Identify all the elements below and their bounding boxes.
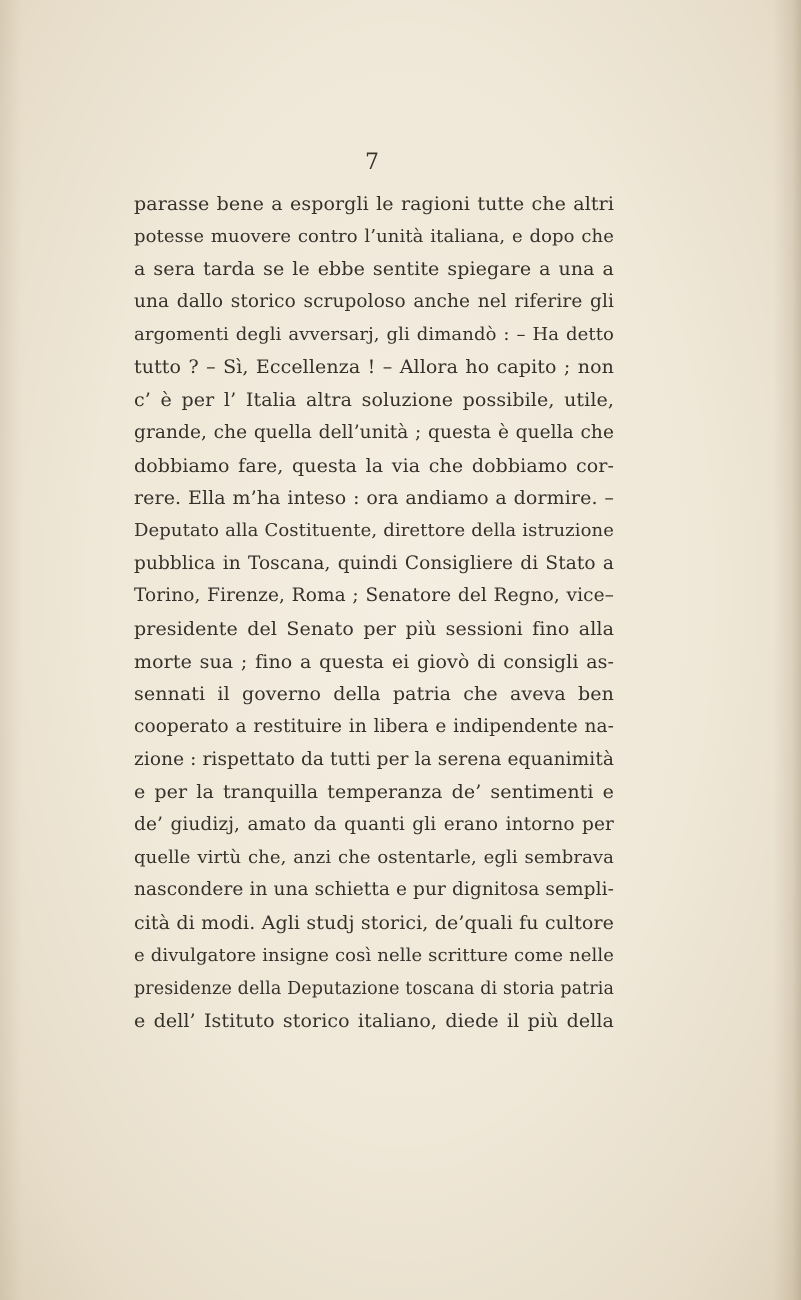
body-text xyxy=(134,188,614,1038)
text-line: e divulgatore insigne così nelle scritture come nelle xyxy=(134,944,614,966)
text-line: de’ giudizj, amato da quanti gli erano intorno per xyxy=(134,814,614,836)
text-line: grande, che quella dell’unità ; questa è quella che xyxy=(134,421,614,443)
text-line: rere. Ella m’ha inteso : ora andiamo a dormire. – xyxy=(134,487,614,510)
text-line: a sera tarda se le ebbe sentite spiegare a una a xyxy=(134,258,614,281)
text-line: nascondere in una schietta e pur dignitosa sempli- xyxy=(134,879,614,901)
text-line: Torino, Firenze, Roma ; Senatore del Regno, vice– xyxy=(134,585,614,607)
page-right-shadow xyxy=(773,0,801,1300)
page-left-shadow xyxy=(0,0,22,1300)
text-line: una dallo storico scrupoloso anche nel riferire gli xyxy=(134,291,614,313)
text-line: dobbiamo fare, questa la via che dobbiamo cor- xyxy=(134,454,614,477)
text-line: zione : rispettato da tutti per la serena equanimità xyxy=(134,748,614,770)
text-line: c’ è per l’ Italia altra soluzione possibile, utile, xyxy=(134,389,614,412)
text-line: parasse bene a esporgli le ragioni tutte che altri xyxy=(134,193,614,215)
text-line: pubblica in Toscana, quindi Consigliere di Stato a xyxy=(134,552,614,574)
page-number: 7 xyxy=(365,150,379,175)
text-line: sennati il governo della patria che aveva ben xyxy=(134,683,614,706)
text-line: presidenze della Deputazione toscana di storia patria xyxy=(134,978,614,999)
text-line: cooperato a restituire in libera e indipendente na- xyxy=(134,716,614,737)
text-line: argomenti degli avversarj, gli dimandò : – Ha detto xyxy=(134,323,614,345)
text-line: cità di modi. Agli studj storici, de’quali fu cultore xyxy=(134,912,614,935)
text-line: potesse muovere contro l’unità italiana, e dopo che xyxy=(134,225,614,247)
text-line: tutto ? – Sì, Eccellenza ! – Allora ho capito ; non xyxy=(134,356,614,379)
text-line: quelle virtù che, anzi che ostentarle, egli sembrava xyxy=(134,846,614,868)
text-line: e per la tranquilla temperanza de’ sentimenti e xyxy=(134,781,614,804)
text-line: presidente del Senato per più sessioni fino alla xyxy=(134,617,614,640)
text-line: Deputato alla Costituente, direttore della istruzione xyxy=(134,519,614,541)
text-line: e dell’ Istituto storico italiano, diede il più della xyxy=(134,1010,614,1033)
text-line: morte sua ; fino a questa ei giovò di consigli as- xyxy=(134,650,614,673)
